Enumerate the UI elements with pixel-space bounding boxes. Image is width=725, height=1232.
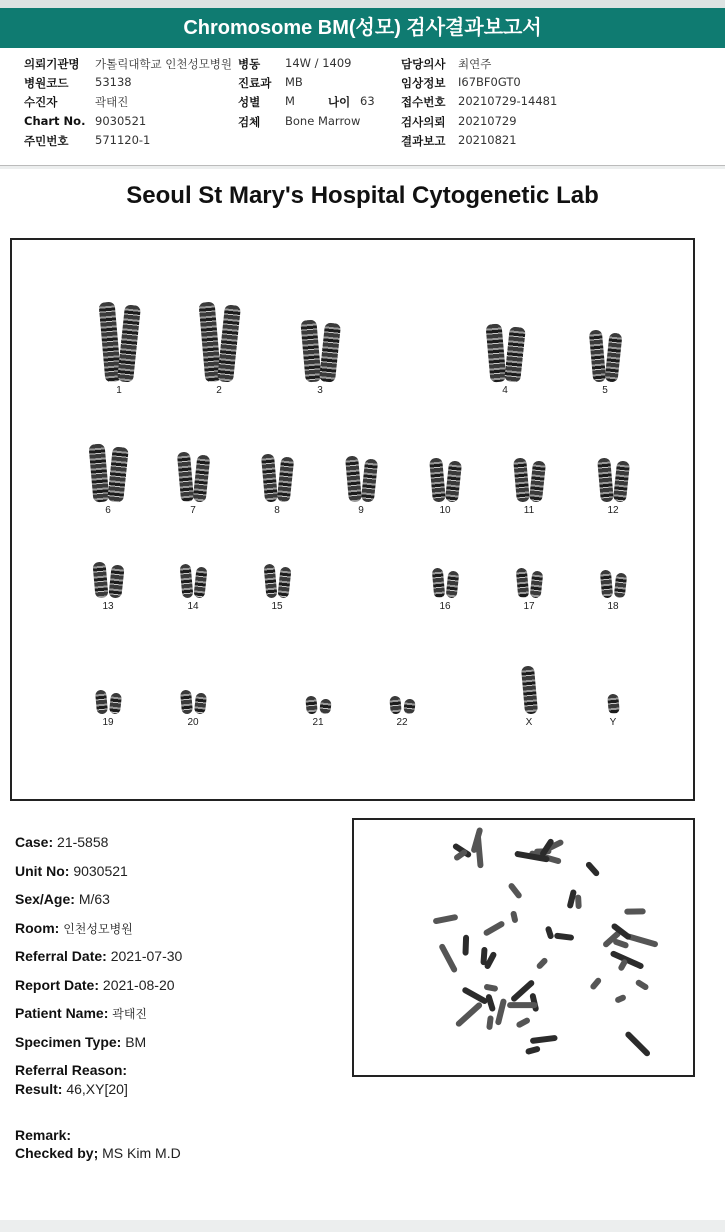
chromosome xyxy=(277,567,291,599)
info-label: Chart No. xyxy=(24,114,86,128)
chromosome-label: Y xyxy=(609,717,617,728)
chromosome-label: 8 xyxy=(274,505,280,516)
metaphase-chromosome xyxy=(575,894,582,909)
unit-no-value: 9030521 xyxy=(73,863,128,879)
metaphase-chromosome xyxy=(486,1015,494,1030)
chromosome-pair-x xyxy=(496,660,562,728)
specimen-type-label: Specimen Type: xyxy=(15,1034,122,1050)
chromosome xyxy=(613,572,627,598)
chromosome xyxy=(445,570,459,598)
info-value: 곽태진 xyxy=(95,95,129,109)
info-label: 수진자 xyxy=(24,95,58,109)
chromosome-pair-20 xyxy=(160,680,226,728)
checked-by-label: Checked by; xyxy=(15,1145,99,1161)
metaphase-chromosome xyxy=(483,984,498,993)
metaphase-chromosome xyxy=(507,1002,537,1008)
metaphase-chromosome xyxy=(525,1045,541,1055)
info-value: 가톨릭대학교 인천성모병원 xyxy=(95,57,232,71)
chromosome-label: 2 xyxy=(216,385,222,396)
chromosome xyxy=(88,443,109,502)
info-row xyxy=(0,94,725,112)
referral-reason-line xyxy=(15,1062,127,1078)
metaphase-spread xyxy=(354,820,693,1075)
info-value: I67BF0GT0 xyxy=(458,75,521,89)
case-line xyxy=(15,834,108,850)
chromosome-pair-12 xyxy=(580,438,646,516)
karyotype-panel xyxy=(10,238,695,801)
metaphase-chromosome xyxy=(554,933,574,941)
chromosome-label: 4 xyxy=(502,385,508,396)
chromosome-pair-8 xyxy=(244,438,310,516)
chromosome xyxy=(515,568,529,599)
chromosome-pair-9 xyxy=(328,438,394,516)
chromosome-label: X xyxy=(525,717,533,728)
metaphase-chromosome xyxy=(438,943,458,974)
info-value: 20210729-14481 xyxy=(458,94,558,108)
chromosome xyxy=(528,460,545,502)
chromosome-pair-5 xyxy=(570,298,640,396)
chromosome xyxy=(217,304,241,382)
info-value: 571120-1 xyxy=(95,133,151,147)
chromosome-pair-15 xyxy=(244,556,310,612)
info-label: 주민번호 xyxy=(24,134,69,148)
remark-line xyxy=(15,1127,71,1143)
chromosome-pair-18 xyxy=(580,556,646,612)
chromosome-pair-10 xyxy=(412,438,478,516)
chromosome xyxy=(360,458,377,502)
chromosome-pair-22 xyxy=(369,680,435,728)
metaphase-chromosome xyxy=(482,920,505,937)
chromosome-pair-7 xyxy=(160,438,226,516)
chromosome-label: 21 xyxy=(312,717,324,728)
chromosome xyxy=(529,570,543,598)
chromosome-pair-1 xyxy=(84,298,154,396)
chromosome xyxy=(300,319,321,382)
info-row xyxy=(0,133,725,151)
referral-date-label: Referral Date: xyxy=(15,948,107,964)
age-value: 63 xyxy=(360,94,375,108)
chromosome xyxy=(193,692,206,714)
info-label: 담당의사 xyxy=(401,57,446,71)
metaphase-chromosome xyxy=(461,986,488,1005)
case-label: Case: xyxy=(15,834,54,850)
chromosome xyxy=(345,456,362,503)
metaphase-chromosome xyxy=(530,1035,558,1044)
chromosome-pair-6 xyxy=(75,438,141,516)
referral-date-value: 2021-07-30 xyxy=(110,948,183,964)
chromosome xyxy=(108,692,121,714)
metaphase-chromosome xyxy=(589,977,602,991)
metaphase-chromosome xyxy=(455,1001,484,1028)
checked-by-line xyxy=(15,1145,181,1161)
patient-name-line xyxy=(15,1005,147,1022)
chromosome-pair-4 xyxy=(470,298,540,396)
result-line xyxy=(15,1081,128,1097)
chromosome-label: 20 xyxy=(187,717,199,728)
info-label: 성별 xyxy=(238,95,261,109)
bottom-strip xyxy=(0,1220,725,1232)
room-line xyxy=(15,920,133,937)
info-row xyxy=(0,75,725,93)
metaphase-chromosome xyxy=(635,979,650,992)
chromosome-pair-y xyxy=(580,680,646,728)
chromosome-pair-19 xyxy=(75,680,141,728)
chromosome-label: 14 xyxy=(187,601,199,612)
chromosome-label: 15 xyxy=(271,601,283,612)
chromosome-label: 16 xyxy=(439,601,451,612)
chromosome xyxy=(260,454,277,503)
chromosome xyxy=(179,690,192,715)
chromosome xyxy=(117,304,141,382)
chromosome xyxy=(389,696,402,715)
specimen-type-line xyxy=(15,1034,146,1050)
chromosome-label: 11 xyxy=(523,505,535,516)
chromosome xyxy=(192,454,210,502)
chromosome xyxy=(504,326,526,382)
info-value: MB xyxy=(285,75,303,89)
info-value: Bone Marrow xyxy=(285,114,361,128)
chromosome xyxy=(588,330,605,383)
chromosome-label: 9 xyxy=(358,505,364,516)
chromosome xyxy=(92,562,108,599)
report-date-line xyxy=(15,977,175,993)
chromosome xyxy=(429,458,446,503)
chromosome-label: 1 xyxy=(116,385,122,396)
chromosome-label: 22 xyxy=(396,717,408,728)
chromosome xyxy=(520,666,537,715)
chromosome xyxy=(444,460,461,502)
checked-by-value: MS Kim M.D xyxy=(102,1145,181,1161)
chromosome xyxy=(599,570,612,599)
referral-date-line xyxy=(15,948,182,964)
metaphase-chromosome xyxy=(507,882,523,900)
chromosome xyxy=(403,698,416,714)
metaphase-chromosome xyxy=(535,957,548,971)
chromosome-label: 5 xyxy=(602,385,608,396)
chromosome-pair-17 xyxy=(496,556,562,612)
chromosome-pair-11 xyxy=(496,438,562,516)
info-label: 임상정보 xyxy=(401,76,446,90)
metaphase-chromosome xyxy=(480,947,487,966)
metaphase-chromosome xyxy=(610,950,645,970)
metaphase-chromosome xyxy=(614,994,627,1004)
chromosome-label: 7 xyxy=(190,505,196,516)
chromosome-label: 12 xyxy=(607,505,619,516)
chromosome xyxy=(612,460,629,502)
chromosome-pair-3 xyxy=(285,298,355,396)
info-value: 9030521 xyxy=(95,114,147,128)
report-date-label: Report Date: xyxy=(15,977,100,993)
chromosome-label: 19 xyxy=(102,717,114,728)
chromosome xyxy=(94,690,107,715)
metaphase-chromosome xyxy=(624,1030,651,1057)
report-title: Chromosome BM(성모) 검사결과보고서 xyxy=(0,8,725,48)
divider xyxy=(0,166,725,169)
chromosome-label: 6 xyxy=(105,505,111,516)
chromosome-pair-14 xyxy=(160,556,226,612)
chromosome xyxy=(108,564,124,598)
chromosome xyxy=(193,567,207,599)
case-value: 21-5858 xyxy=(57,834,109,850)
info-label: 진료과 xyxy=(238,76,272,90)
chromosome xyxy=(431,568,445,599)
chromosome xyxy=(179,564,193,599)
chromosome-pair-13 xyxy=(75,556,141,612)
info-label: 접수번호 xyxy=(401,95,446,109)
room-value: 인천성모병원 xyxy=(63,922,133,936)
info-label: 의뢰기관명 xyxy=(24,57,80,71)
metaphase-chromosome xyxy=(495,998,507,1026)
chromosome xyxy=(107,446,129,502)
top-strip xyxy=(0,0,725,8)
chromosome-label: 13 xyxy=(102,601,114,612)
info-label: 병동 xyxy=(238,57,261,71)
metaphase-image xyxy=(352,818,695,1077)
chromosome xyxy=(263,564,277,599)
metaphase-chromosome xyxy=(515,1017,531,1029)
unit-no-line xyxy=(15,863,128,879)
info-label: 검체 xyxy=(238,115,261,129)
result-label: Result: xyxy=(15,1081,63,1097)
referral-reason-label: Referral Reason: xyxy=(15,1062,128,1078)
metaphase-chromosome xyxy=(462,935,469,956)
chromosome-label: 18 xyxy=(607,601,619,612)
chromosome xyxy=(305,696,318,715)
metaphase-chromosome xyxy=(545,925,555,939)
sex-age-label: Sex/Age: xyxy=(15,891,75,907)
info-label: 병원코드 xyxy=(24,76,69,90)
specimen-type-value: BM xyxy=(125,1034,147,1050)
chromosome-pair-2 xyxy=(184,298,254,396)
age-label: 나이 xyxy=(328,95,351,109)
metaphase-chromosome xyxy=(624,908,646,914)
info-value: M xyxy=(285,94,295,108)
patient-info-block xyxy=(0,52,725,164)
info-value: 최연주 xyxy=(458,57,492,71)
chromosome-label: 17 xyxy=(523,601,535,612)
chromosome xyxy=(513,458,530,503)
chromosome xyxy=(176,452,193,503)
chromosome xyxy=(485,323,506,382)
room-label: Room: xyxy=(15,920,60,936)
info-label: 결과보고 xyxy=(401,134,446,148)
info-row xyxy=(0,56,725,74)
sex-age-line xyxy=(15,891,110,907)
sex-age-value: M/63 xyxy=(78,891,110,907)
info-label: 검사의뢰 xyxy=(401,115,446,129)
metaphase-chromosome xyxy=(510,910,519,923)
chromosome-pair-16 xyxy=(412,556,478,612)
metaphase-chromosome xyxy=(433,914,459,925)
patient-name-value: 곽태진 xyxy=(112,1007,148,1021)
chromosome xyxy=(319,698,332,714)
lab-title: Seoul St Mary's Hospital Cytogenetic Lab xyxy=(126,182,599,209)
chromosome xyxy=(597,458,614,503)
result-value: 46,XY[20] xyxy=(66,1081,128,1097)
chromosome-label: 3 xyxy=(317,385,323,396)
chromosome xyxy=(318,322,340,382)
info-row xyxy=(0,114,725,132)
chromosome-label: 10 xyxy=(439,505,451,516)
metaphase-chromosome xyxy=(585,861,601,878)
info-value: 14W / 1409 xyxy=(285,56,352,70)
chromosome xyxy=(607,694,620,715)
unit-no-label: Unit No: xyxy=(15,863,70,879)
chromosome-pair-21 xyxy=(285,680,351,728)
chromosome xyxy=(276,456,294,502)
report-date-value: 2021-08-20 xyxy=(102,977,175,993)
info-value: 20210729 xyxy=(458,114,517,128)
info-value: 20210821 xyxy=(458,133,517,147)
chromosome xyxy=(604,332,622,382)
remark-label: Remark: xyxy=(15,1127,72,1143)
patient-name-label: Patient Name: xyxy=(15,1005,109,1021)
info-value: 53138 xyxy=(95,75,132,89)
